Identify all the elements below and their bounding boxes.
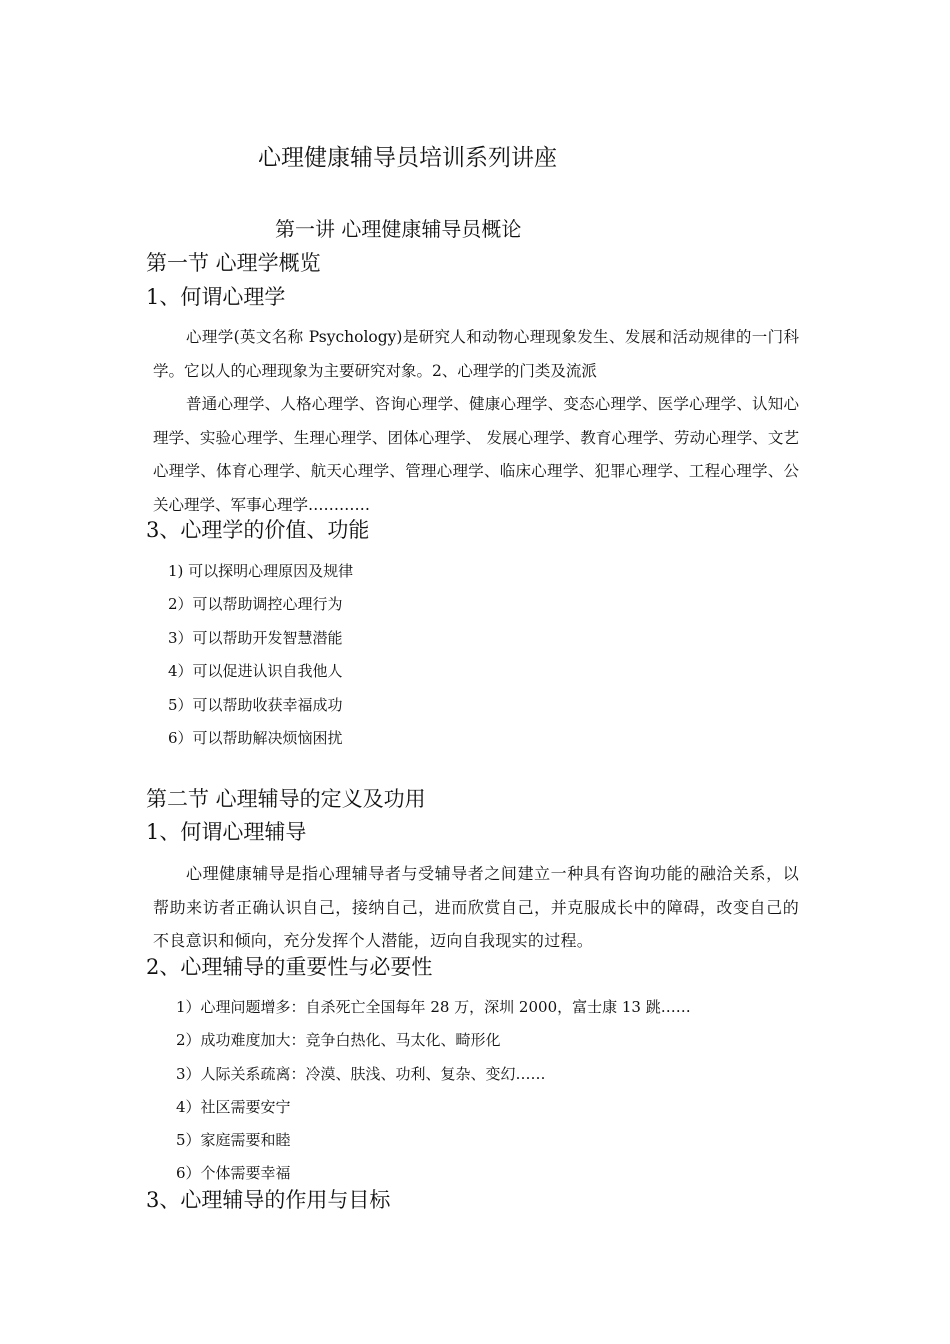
list-item: 6）可以帮助解决烦恼困扰 [168, 729, 343, 747]
counseling-definition-paragraph: 心理健康辅导是指心理辅导者与受辅导者之间建立一种具有咨询功能的融洽关系，以帮助来访者正确认识自己，接纳自己，进而欣赏自己，并克服成长中的障碍，改变自己的不良意识和倾向，充分发挥个人潜能，迈向自我现实的过程。 [153, 864, 799, 950]
section-2-heading: 第二节 心理辅导的定义及功用 [146, 787, 426, 811]
section-1-heading: 第一节 心理学概览 [146, 251, 321, 275]
list-item: 3）可以帮助开发智慧潜能 [168, 629, 343, 647]
list-item: 5）可以帮助收获幸福成功 [168, 696, 343, 714]
section-2-q2-heading: 2、心理辅导的重要性与必要性 [146, 955, 433, 979]
list-item: 5）家庭需要和睦 [176, 1131, 291, 1149]
psychology-definition-paragraph: 心理学(英文名称 Psychology)是研究人和动物心理现象发生、发展和活动规律的一门科学。它以人的心理现象为主要研究对象。2、心理学的门类及流派 [153, 328, 799, 380]
list-item: 4）社区需要安宁 [176, 1098, 291, 1116]
list-item: 2）可以帮助调控心理行为 [168, 595, 343, 613]
section-1-q1-heading: 1、何谓心理学 [146, 285, 286, 309]
list-item: 1) 可以探明心理原因及规律 [168, 562, 354, 580]
lecture-title: 第一讲 心理健康辅导员概论 [275, 217, 522, 241]
section-2-q3-heading: 3、心理辅导的作用与目标 [146, 1188, 391, 1212]
list-item: 1）心理问题增多：自杀死亡全国每年 28 万，深圳 2000，富士康 13 跳…… [176, 998, 691, 1016]
list-item: 4）可以促进认识自我他人 [168, 662, 343, 680]
list-item: 3）人际关系疏离：冷漠、肤浅、功利、复杂、变幻…… [176, 1065, 546, 1083]
list-item: 6）个体需要幸福 [176, 1164, 291, 1182]
psychology-branches-paragraph: 普通心理学、人格心理学、咨询心理学、健康心理学、变态心理学、医学心理学、认知心理学、实验心理学、生理心理学、团体心理学、 发展心理学、教育心理学、劳动心理学、文艺心理学、体育心理学、航天心理学、管理心理学、临床心理学、犯罪心理学、工程心理学、公关心理学、军事心理学………… [153, 395, 799, 514]
list-item: 2）成功难度加大：竞争白热化、马太化、畸形化 [176, 1031, 501, 1049]
section-2-q1-heading: 1、何谓心理辅导 [146, 820, 307, 844]
section-1-q3-heading: 3、心理学的价值、功能 [146, 518, 370, 542]
document-title: 心理健康辅导员培训系列讲座 [258, 145, 557, 171]
